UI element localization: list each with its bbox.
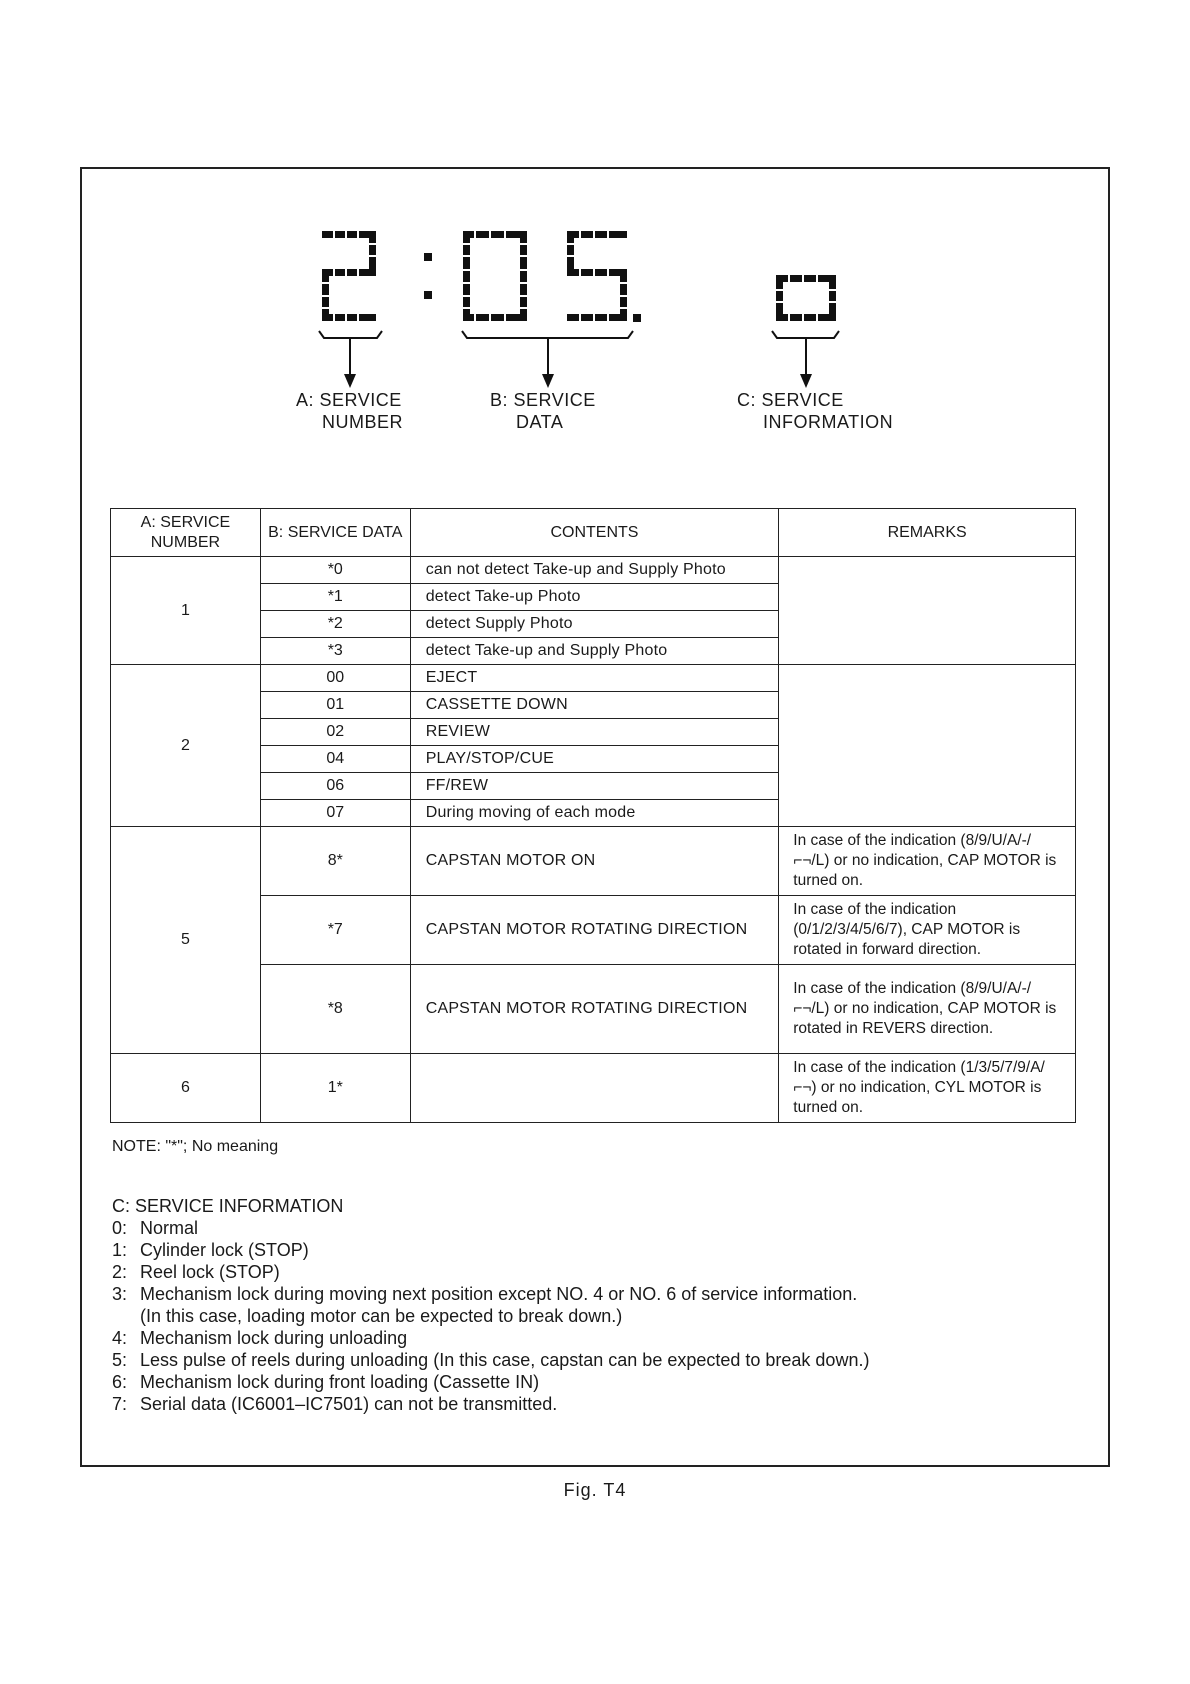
header-service-data: B: SERVICE DATA xyxy=(260,509,410,557)
figure-caption: Fig. T4 xyxy=(563,1480,627,1500)
bracket-c xyxy=(772,331,839,338)
service-data-cell: 01 xyxy=(260,692,410,719)
list-item xyxy=(112,1239,869,1261)
item-text: Cylinder lock (STOP) xyxy=(140,1240,309,1260)
contents-cell: FF/REW xyxy=(410,773,779,800)
service-number-cell: 6 xyxy=(111,1054,261,1123)
list-item xyxy=(112,1393,869,1415)
contents-cell: CAPSTAN MOTOR ROTATING DIRECTION xyxy=(410,965,779,1054)
service-number-cell: 2 xyxy=(111,665,261,827)
contents-cell: During moving of each mode xyxy=(410,800,779,827)
service-data-cell: *1 xyxy=(260,584,410,611)
contents-cell: detect Take-up and Supply Photo xyxy=(410,638,779,665)
remarks-cell: In case of the indication (1/3/5/7/9/A/⌐¬) or no indication, CYL MOTOR is turned on. xyxy=(779,1054,1076,1123)
list-item xyxy=(112,1327,869,1349)
item-number: 5: xyxy=(112,1350,128,1370)
list-item xyxy=(112,1283,869,1305)
service-data-cell: 8* xyxy=(260,827,410,896)
table-header-row xyxy=(111,509,1076,557)
arrow-b xyxy=(542,374,554,388)
table-row xyxy=(111,665,1076,692)
contents-cell: can not detect Take-up and Supply Photo xyxy=(410,557,779,584)
item-text: Mechanism lock during unloading xyxy=(140,1328,408,1348)
contents-cell: CAPSTAN MOTOR ON xyxy=(410,827,779,896)
service-information-title: C: SERVICE INFORMATION xyxy=(112,1196,344,1216)
item-number: 1: xyxy=(112,1240,128,1260)
item-number: 3: xyxy=(112,1284,128,1304)
header-remarks: REMARKS xyxy=(779,509,1076,557)
service-data-cell: 06 xyxy=(260,773,410,800)
service-data-cell: 1* xyxy=(260,1054,410,1123)
header-contents: CONTENTS xyxy=(410,509,779,557)
remarks-cell: In case of the indication (8/9/U/A/-/⌐¬/L) or no indication, CAP MOTOR is rotated in REVERS direction. xyxy=(779,965,1076,1054)
table-row xyxy=(111,827,1076,896)
remarks-cell xyxy=(779,557,1076,665)
list-item xyxy=(112,1349,869,1371)
service-data-cell: *3 xyxy=(260,638,410,665)
label-service-number: A: SERVICE NUMBER xyxy=(296,390,404,432)
service-data-cell: 02 xyxy=(260,719,410,746)
bracket-a xyxy=(319,331,382,338)
service-data-cell: *8 xyxy=(260,965,410,1054)
item-text: Less pulse of reels during unloading (In this case, capstan can be expected to break down.) xyxy=(140,1350,870,1370)
segment-display-illustration xyxy=(0,0,1190,420)
service-data-cell: 04 xyxy=(260,746,410,773)
contents-cell: detect Supply Photo xyxy=(410,611,779,638)
contents-cell: detect Take-up Photo xyxy=(410,584,779,611)
table-row xyxy=(111,1054,1076,1123)
display-digit-o xyxy=(776,275,836,321)
item-text: Mechanism lock during front loading (Cassette IN) xyxy=(140,1372,540,1392)
table-note: NOTE: "*"; No meaning xyxy=(112,1138,279,1155)
contents-cell: PLAY/STOP/CUE xyxy=(410,746,779,773)
item-number: 2: xyxy=(112,1262,128,1282)
item-continuation: (In this case, loading motor can be expected to break down.) xyxy=(140,1306,623,1326)
service-data-cell: *7 xyxy=(260,896,410,965)
remarks-cell: In case of the indication (8/9/U/A/-/⌐¬/L) or no indication, CAP MOTOR is turned on. xyxy=(779,827,1076,896)
label-service-data: B: SERVICE DATA xyxy=(490,390,596,432)
item-number: 0: xyxy=(112,1218,128,1238)
service-data-cell: *2 xyxy=(260,611,410,638)
contents-cell: CASSETTE DOWN xyxy=(410,692,779,719)
service-information-list xyxy=(112,1195,869,1415)
label-service-information: C: SERVICE INFORMATION xyxy=(737,390,894,432)
list-item xyxy=(112,1261,869,1283)
service-number-cell: 1 xyxy=(111,557,261,665)
service-number-cell: 5 xyxy=(111,827,261,1054)
service-data-cell: 00 xyxy=(260,665,410,692)
list-item xyxy=(112,1217,869,1239)
item-text: Serial data (IC6001–IC7501) can not be transmitted. xyxy=(140,1394,558,1414)
item-number: 6: xyxy=(112,1372,128,1392)
item-number: 4: xyxy=(112,1328,128,1348)
contents-cell: REVIEW xyxy=(410,719,779,746)
service-table xyxy=(110,508,1076,1123)
contents-cell: EJECT xyxy=(410,665,779,692)
table-row xyxy=(111,557,1076,584)
contents-cell xyxy=(410,1054,779,1123)
display-colon xyxy=(424,253,432,299)
service-data-cell: 07 xyxy=(260,800,410,827)
item-number: 7: xyxy=(112,1394,128,1414)
list-item xyxy=(112,1371,869,1393)
item-text: Mechanism lock during moving next position except NO. 4 or NO. 6 of service information. xyxy=(140,1284,858,1304)
remarks-cell: In case of the indication (0/1/2/3/4/5/6/7), CAP MOTOR is rotated in forward direction. xyxy=(779,896,1076,965)
remarks-cell xyxy=(779,665,1076,827)
arrow-c xyxy=(800,374,812,388)
bracket-b xyxy=(462,331,633,338)
header-service-number: A: SERVICE NUMBER xyxy=(111,509,261,557)
service-data-cell: *0 xyxy=(260,557,410,584)
arrow-a xyxy=(344,374,356,388)
item-text: Reel lock (STOP) xyxy=(140,1262,280,1282)
contents-cell: CAPSTAN MOTOR ROTATING DIRECTION xyxy=(410,896,779,965)
item-text: Normal xyxy=(140,1218,199,1238)
